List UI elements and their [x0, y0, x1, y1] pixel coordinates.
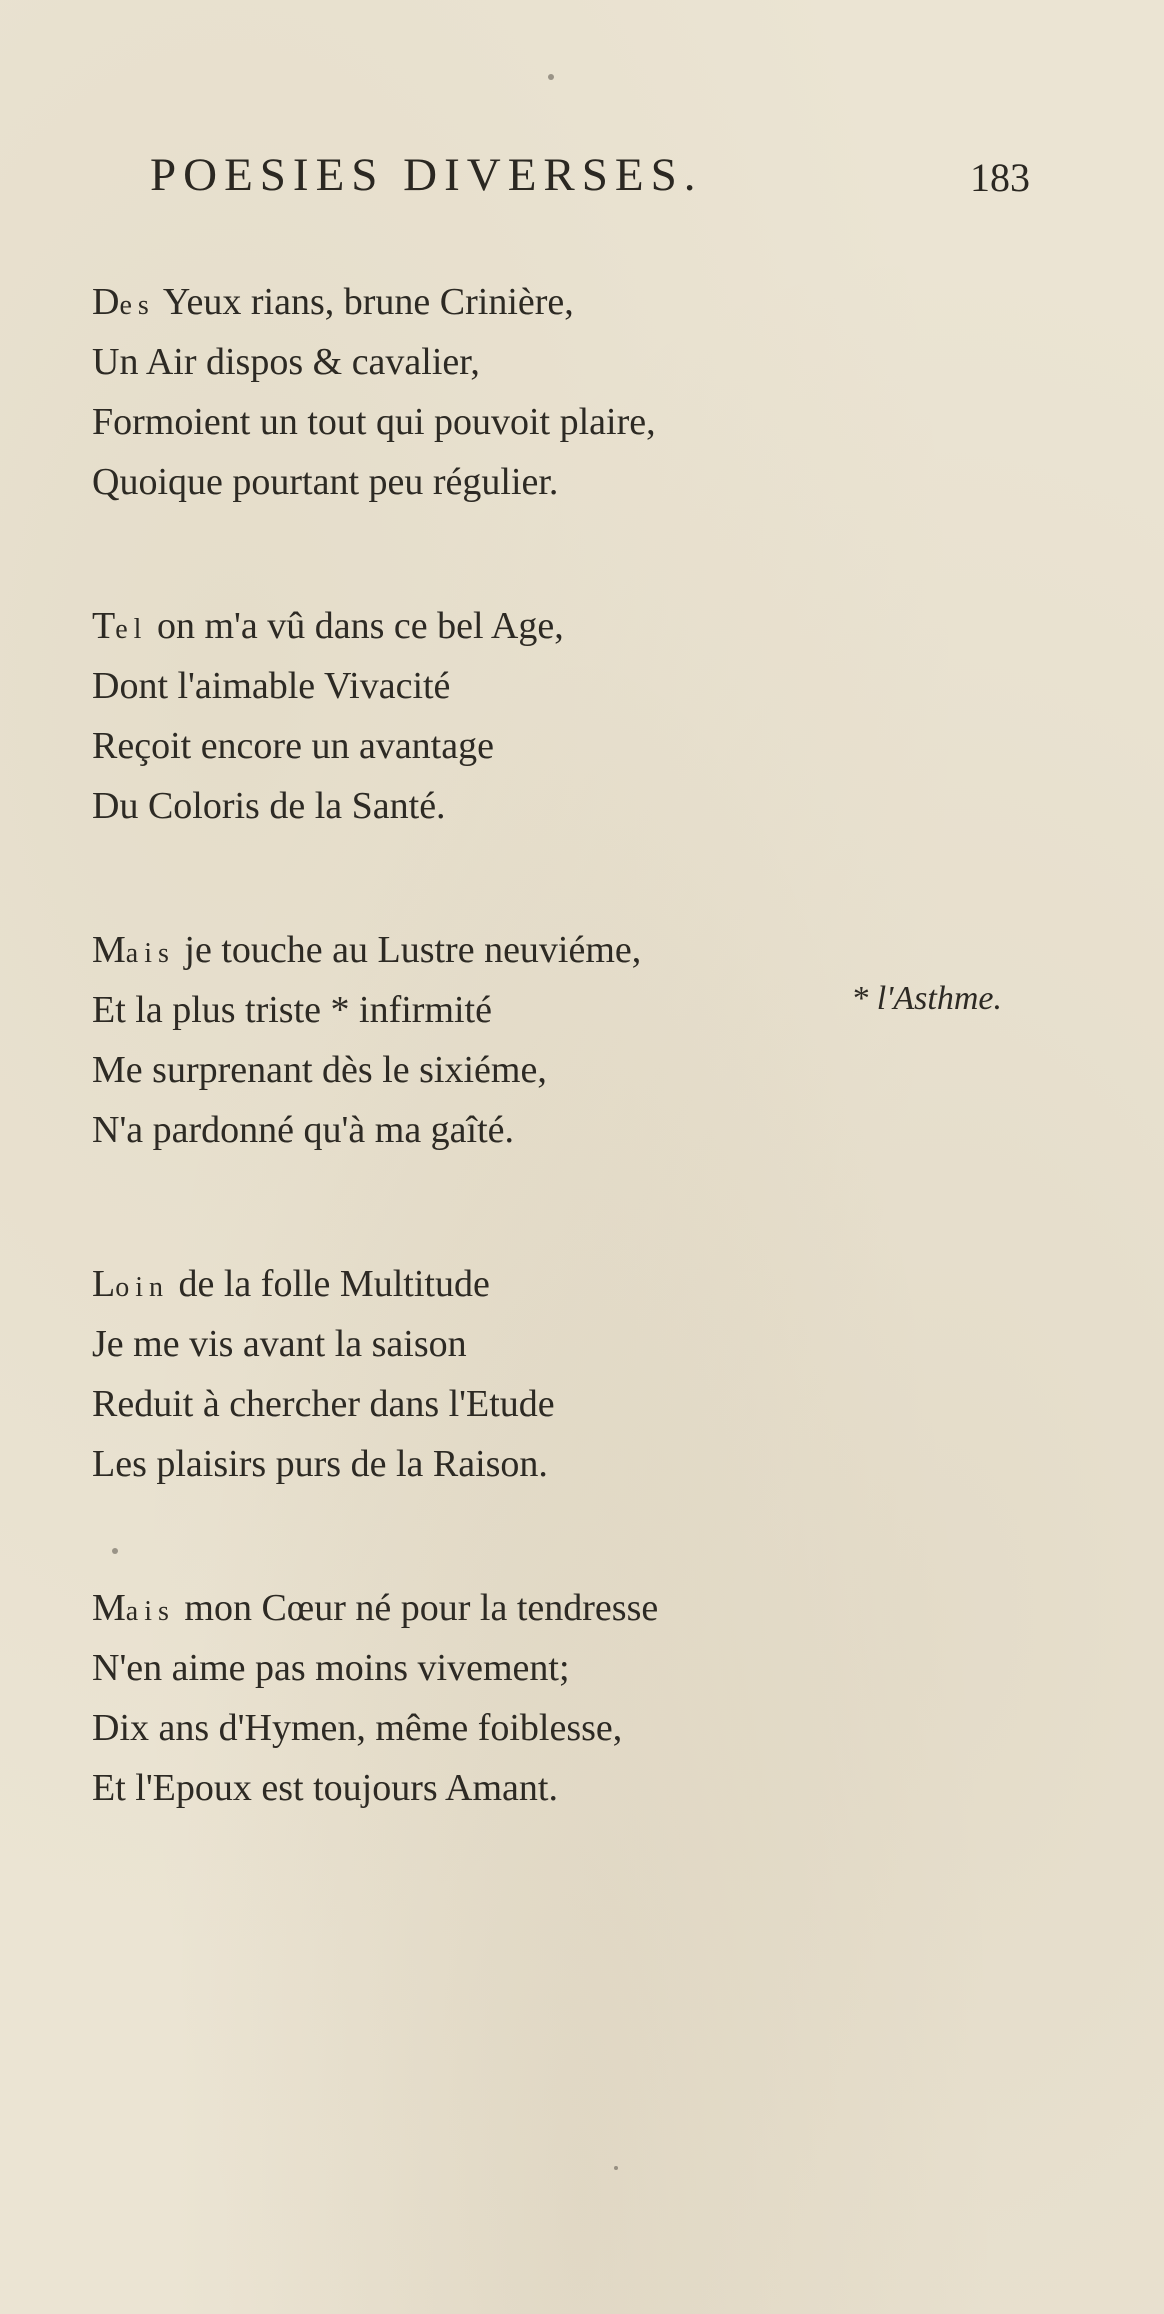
verse-line: Reduit à chercher dans l'Etude: [92, 1383, 555, 1425]
verse-line: Mais mon Cœur né pour la tendresse: [92, 1587, 659, 1629]
verse-line: Mais je touche au Lustre neuviéme,: [92, 929, 642, 971]
verse-line: Je me vis avant la saison: [92, 1323, 467, 1365]
paper-speck: [112, 1548, 118, 1554]
verse-line: Un Air dispos & cavalier,: [92, 341, 480, 383]
verse-line: Formoient un tout qui pouvoit plaire,: [92, 401, 656, 443]
verse-line: Dix ans d'Hymen, même foiblesse,: [92, 1707, 623, 1749]
verse-line: Tel on m'a vû dans ce bel Age,: [92, 605, 564, 647]
stanza-1: [92, 272, 992, 512]
verse-line: Les plaisirs purs de la Raison.: [92, 1443, 548, 1485]
running-title: POESIES DIVERSES.: [150, 149, 703, 201]
page-header: [150, 148, 1030, 208]
stanza-5: [92, 1578, 992, 1818]
verse-line: Me surprenant dès le sixiéme,: [92, 1049, 547, 1091]
stanza-4: [92, 1254, 992, 1494]
stanza-2: [92, 596, 992, 836]
verse-line: Et l'Epoux est toujours Amant.: [92, 1767, 558, 1809]
verse-line: Du Coloris de la Santé.: [92, 785, 446, 827]
paper-speck: [548, 74, 554, 80]
verse-line: Et la plus triste * infirmité: [92, 989, 492, 1031]
stanza-3: [92, 920, 992, 1160]
verse-line: Dont l'aimable Vivacité: [92, 665, 451, 707]
verse-line: N'a pardonné qu'à ma gaîté.: [92, 1109, 515, 1151]
verse-line: Loin de la folle Multitude: [92, 1263, 490, 1305]
paper-speck: [614, 2166, 618, 2170]
verse-line: Quoique pourtant peu régulier.: [92, 461, 559, 503]
verse-line: Reçoit encore un avantage: [92, 725, 494, 767]
verse-line: Des Yeux rians, brune Crinière,: [92, 281, 574, 323]
verse-line: N'en aime pas moins vivement;: [92, 1647, 570, 1689]
marginal-footnote: * l'Asthme.: [851, 980, 1002, 1017]
page-number: 183: [970, 155, 1030, 200]
